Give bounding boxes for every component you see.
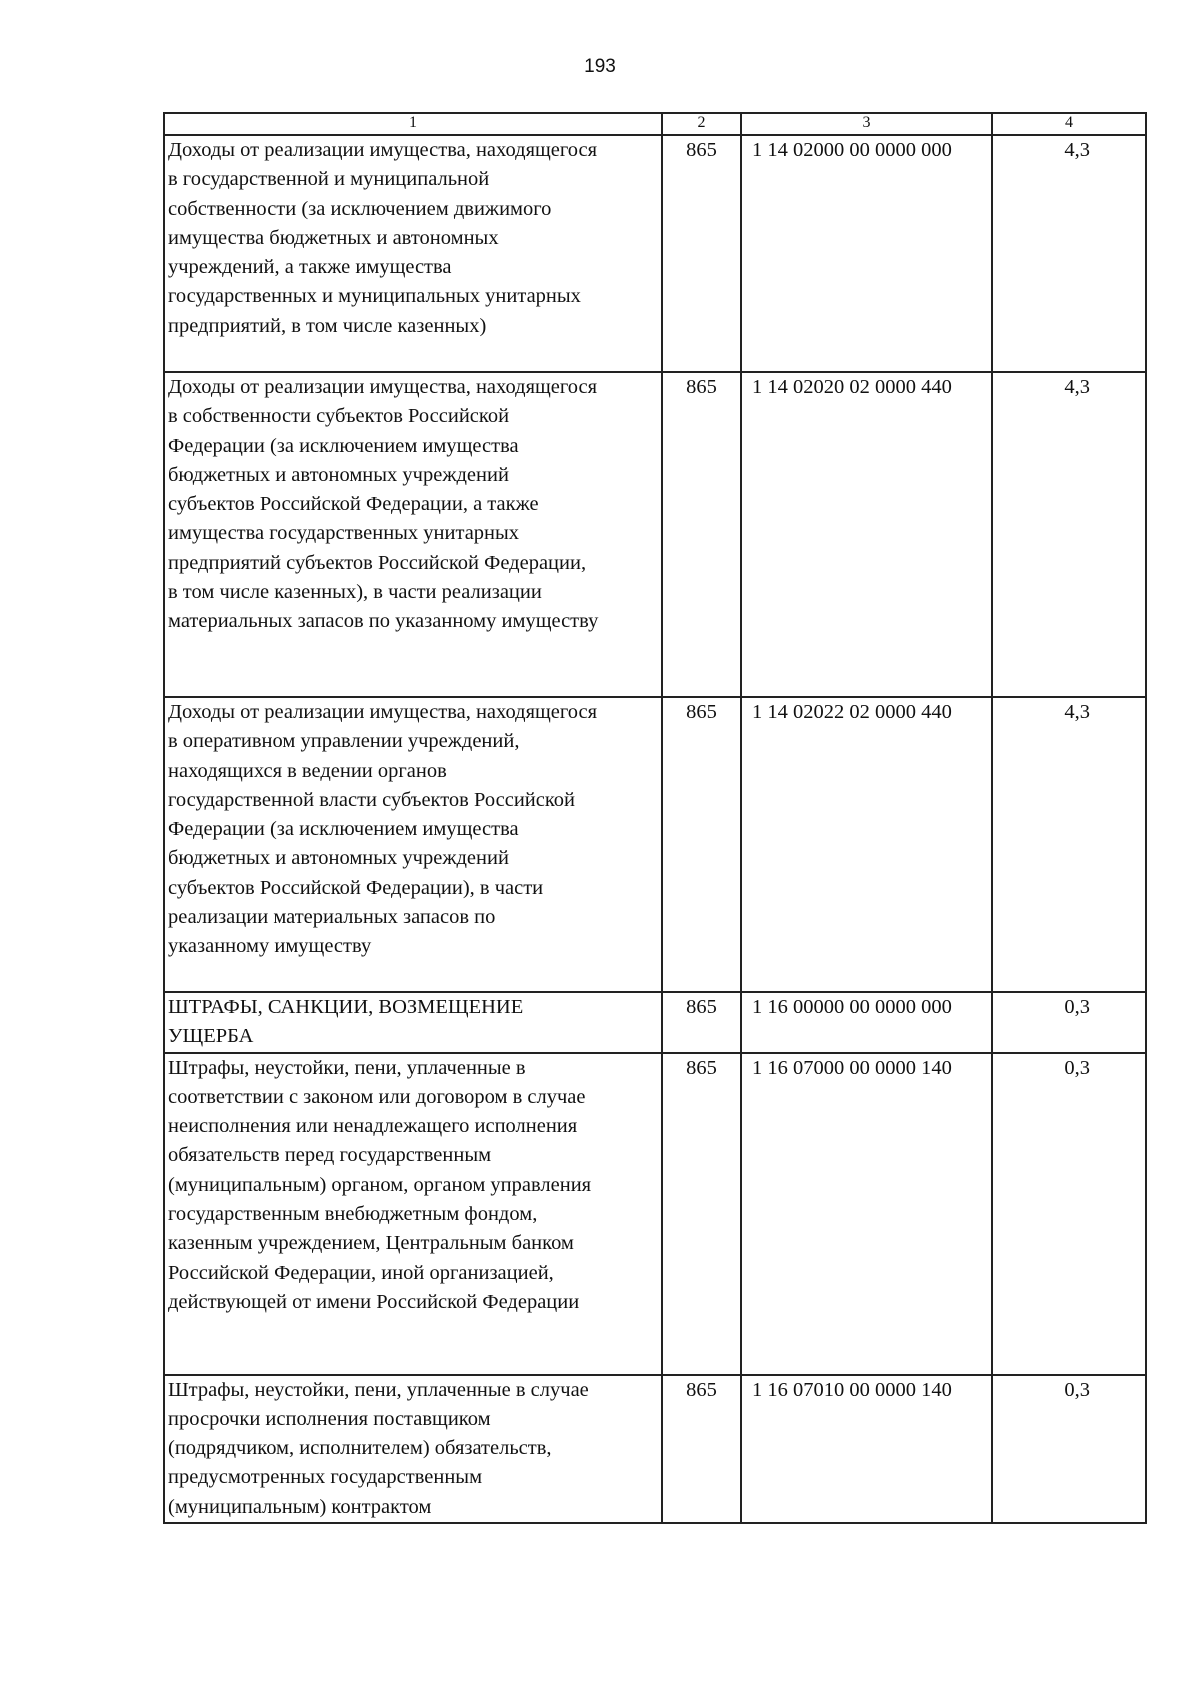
row-amount-cell: 4,3 <box>992 135 1146 372</box>
table-header <box>164 113 1146 135</box>
table-row <box>164 135 1146 372</box>
page-number: 193 <box>584 56 616 77</box>
row-name-cell: Штрафы, неустойки, пени, уплаченные в случае просрочки исполнения поставщиком (подрядчиком, исполнителем) обязательств, предусмотренных государственным (муниципальным) контрактом <box>164 1375 662 1523</box>
row-name-cell: ШТРАФЫ, САНКЦИИ, ВОЗМЕЩЕНИЕ УЩЕРБА <box>164 992 662 1053</box>
row-budget-code-cell: 1 14 02022 02 0000 440 <box>741 697 992 992</box>
header-col-1: 1 <box>164 113 662 135</box>
row-name-cell: Доходы от реализации имущества, находящегося в собственности субъектов Российской Федерации (за исключением имущества бюджетных и автономных учреждений субъектов Российской Федерации, а также имущества государственных унитарных предприятий субъектов Российской Федерации, в том числе казенных), в части реализации материальных запасов по указанному имуществу <box>164 372 662 697</box>
header-row <box>164 113 1146 135</box>
row-amount-cell: 0,3 <box>992 992 1146 1053</box>
row-budget-code-cell: 1 14 02000 00 0000 000 <box>741 135 992 372</box>
row-budget-code-cell: 1 16 07000 00 0000 140 <box>741 1053 992 1375</box>
table-row <box>164 372 1146 697</box>
table-row <box>164 992 1146 1053</box>
row-admin-code-cell: 865 <box>662 992 741 1053</box>
table-row <box>164 1053 1146 1375</box>
revenue-table <box>163 112 1147 1524</box>
row-budget-code-cell: 1 16 00000 00 0000 000 <box>741 992 992 1053</box>
row-amount-cell: 0,3 <box>992 1053 1146 1375</box>
table-row <box>164 1375 1146 1523</box>
row-admin-code-cell: 865 <box>662 1053 741 1375</box>
row-amount-cell: 4,3 <box>992 372 1146 697</box>
row-name-cell: Доходы от реализации имущества, находящегося в государственной и муниципальной собственности (за исключением движимого имущества бюджетных и автономных учреждений, а также имущества государственных и муниципальных унитарных предприятий, в том числе казенных) <box>164 135 662 372</box>
row-amount-cell: 4,3 <box>992 697 1146 992</box>
table-body <box>164 135 1146 1523</box>
header-col-2: 2 <box>662 113 741 135</box>
row-budget-code-cell: 1 14 02020 02 0000 440 <box>741 372 992 697</box>
row-admin-code-cell: 865 <box>662 697 741 992</box>
row-admin-code-cell: 865 <box>662 135 741 372</box>
header-col-4: 4 <box>992 113 1146 135</box>
table-row <box>164 697 1146 992</box>
row-amount-cell: 0,3 <box>992 1375 1146 1523</box>
header-col-3: 3 <box>741 113 992 135</box>
row-name-cell: Доходы от реализации имущества, находящегося в оперативном управлении учреждений, находящихся в ведении органов государственной власти субъектов Российской Федерации (за исключением имущества бюджетных и автономных учреждений субъектов Российской Федерации), в части реализации материальных запасов по указанному имуществу <box>164 697 662 992</box>
row-budget-code-cell: 1 16 07010 00 0000 140 <box>741 1375 992 1523</box>
row-admin-code-cell: 865 <box>662 372 741 697</box>
row-name-cell: Штрафы, неустойки, пени, уплаченные в соответствии с законом или договором в случае неисполнения или ненадлежащего исполнения обязательств перед государственным (муниципальным) органом, органом управления государственным внебюджетным фондом, казенным учреждением, Центральным банком Российской Федерации, иной организацией, действующей от имени Российской Федерации <box>164 1053 662 1375</box>
row-admin-code-cell: 865 <box>662 1375 741 1523</box>
